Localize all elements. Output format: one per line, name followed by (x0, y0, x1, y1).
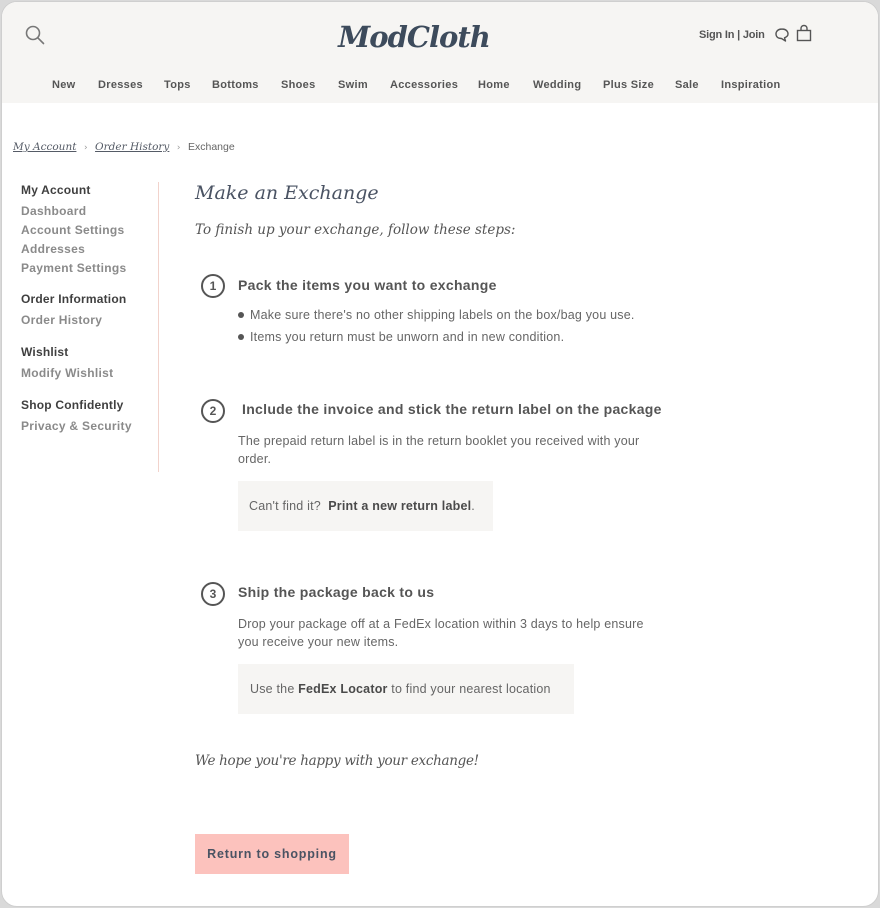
account-sidebar (21, 182, 157, 436)
note-prefix: Use the (250, 682, 295, 696)
sidebar-heading-order-information: Order Information (21, 292, 127, 306)
sidebar-item-order-history[interactable]: Order History (21, 313, 103, 327)
modcloth-logo[interactable]: ModCloth (338, 20, 490, 54)
search-icon[interactable] (24, 24, 46, 46)
fedex-locator-link[interactable]: FedEx Locator (298, 682, 388, 696)
sign-in-join-link[interactable]: Sign In | Join (699, 29, 765, 41)
sidebar-item-addresses[interactable]: Addresses (21, 242, 86, 256)
account-area (699, 24, 812, 46)
step-1-title: Pack the items you want to exchange (238, 277, 497, 293)
step-2-text: The prepaid return label is in the return booklet you received with your order. (238, 434, 640, 466)
nav-tops[interactable]: Tops (164, 79, 191, 91)
nav-dresses[interactable]: Dresses (98, 79, 143, 91)
note-suffix: . (471, 499, 475, 513)
nav-shoes[interactable]: Shoes (281, 79, 316, 91)
page-subtitle: To finish up your exchange, follow these steps: (195, 222, 516, 238)
nav-sale[interactable]: Sale (675, 79, 699, 91)
sidebar-item-dashboard[interactable]: Dashboard (21, 204, 87, 218)
sidebar-heading-my-account: My Account (21, 183, 91, 197)
page-title: Make an Exchange (195, 182, 379, 204)
step-1-bullet: Items you return must be unworn and in new condition. (238, 330, 564, 344)
sidebar-item-privacy-security[interactable]: Privacy & Security (21, 419, 132, 433)
nav-inspiration[interactable]: Inspiration (721, 79, 781, 91)
nav-accessories[interactable]: Accessories (390, 79, 459, 91)
sidebar-heading-wishlist: Wishlist (21, 345, 69, 359)
note-prefix: Can't find it? (249, 499, 321, 513)
nav-home[interactable]: Home (478, 79, 510, 91)
step-2-number: 2 (201, 399, 225, 423)
breadcrumb (13, 140, 235, 153)
step-1-number: 1 (201, 274, 225, 298)
step-3-title: Ship the package back to us (238, 584, 435, 600)
breadcrumb-separator: › (83, 143, 88, 153)
print-return-label-link[interactable]: Print a new return label (328, 499, 472, 513)
sidebar-divider (158, 182, 159, 472)
site-header (2, 2, 878, 103)
main-nav (2, 79, 878, 97)
step-1-bullet: Make sure there's no other shipping labels on the box/bag you use. (238, 308, 635, 322)
nav-wedding[interactable]: Wedding (533, 79, 582, 91)
closing-message: We hope you're happy with your exchange! (195, 753, 479, 769)
step-3-number: 3 (201, 582, 225, 606)
sidebar-item-account-settings[interactable]: Account Settings (21, 223, 125, 237)
step-3-text: Drop your package off at a FedEx location within 3 days to help ensure you receive your new items. (238, 617, 644, 649)
note-suffix: to find your nearest location (391, 682, 551, 696)
sidebar-item-payment-settings[interactable]: Payment Settings (21, 261, 127, 275)
breadcrumb-my-account[interactable]: My Account (13, 141, 77, 153)
step-2-title: Include the invoice and stick the return label on the package (242, 401, 662, 417)
shopping-bag-icon[interactable] (796, 24, 812, 42)
browser-frame (1, 1, 879, 907)
nav-swim[interactable]: Swim (338, 79, 368, 91)
chat-icon[interactable] (774, 27, 790, 43)
nav-new[interactable]: New (52, 79, 76, 91)
return-to-shopping-button[interactable]: Return to shopping (195, 834, 349, 874)
step-2-note (238, 481, 493, 531)
sidebar-item-modify-wishlist[interactable]: Modify Wishlist (21, 366, 114, 380)
breadcrumb-order-history[interactable]: Order History (95, 141, 170, 153)
nav-bottoms[interactable]: Bottoms (212, 79, 259, 91)
breadcrumb-current: Exchange (187, 141, 235, 153)
nav-plus-size[interactable]: Plus Size (603, 79, 654, 91)
step-3-note (238, 664, 574, 714)
breadcrumb-separator: › (176, 143, 181, 153)
sidebar-heading-shop-confidently: Shop Confidently (21, 398, 124, 412)
